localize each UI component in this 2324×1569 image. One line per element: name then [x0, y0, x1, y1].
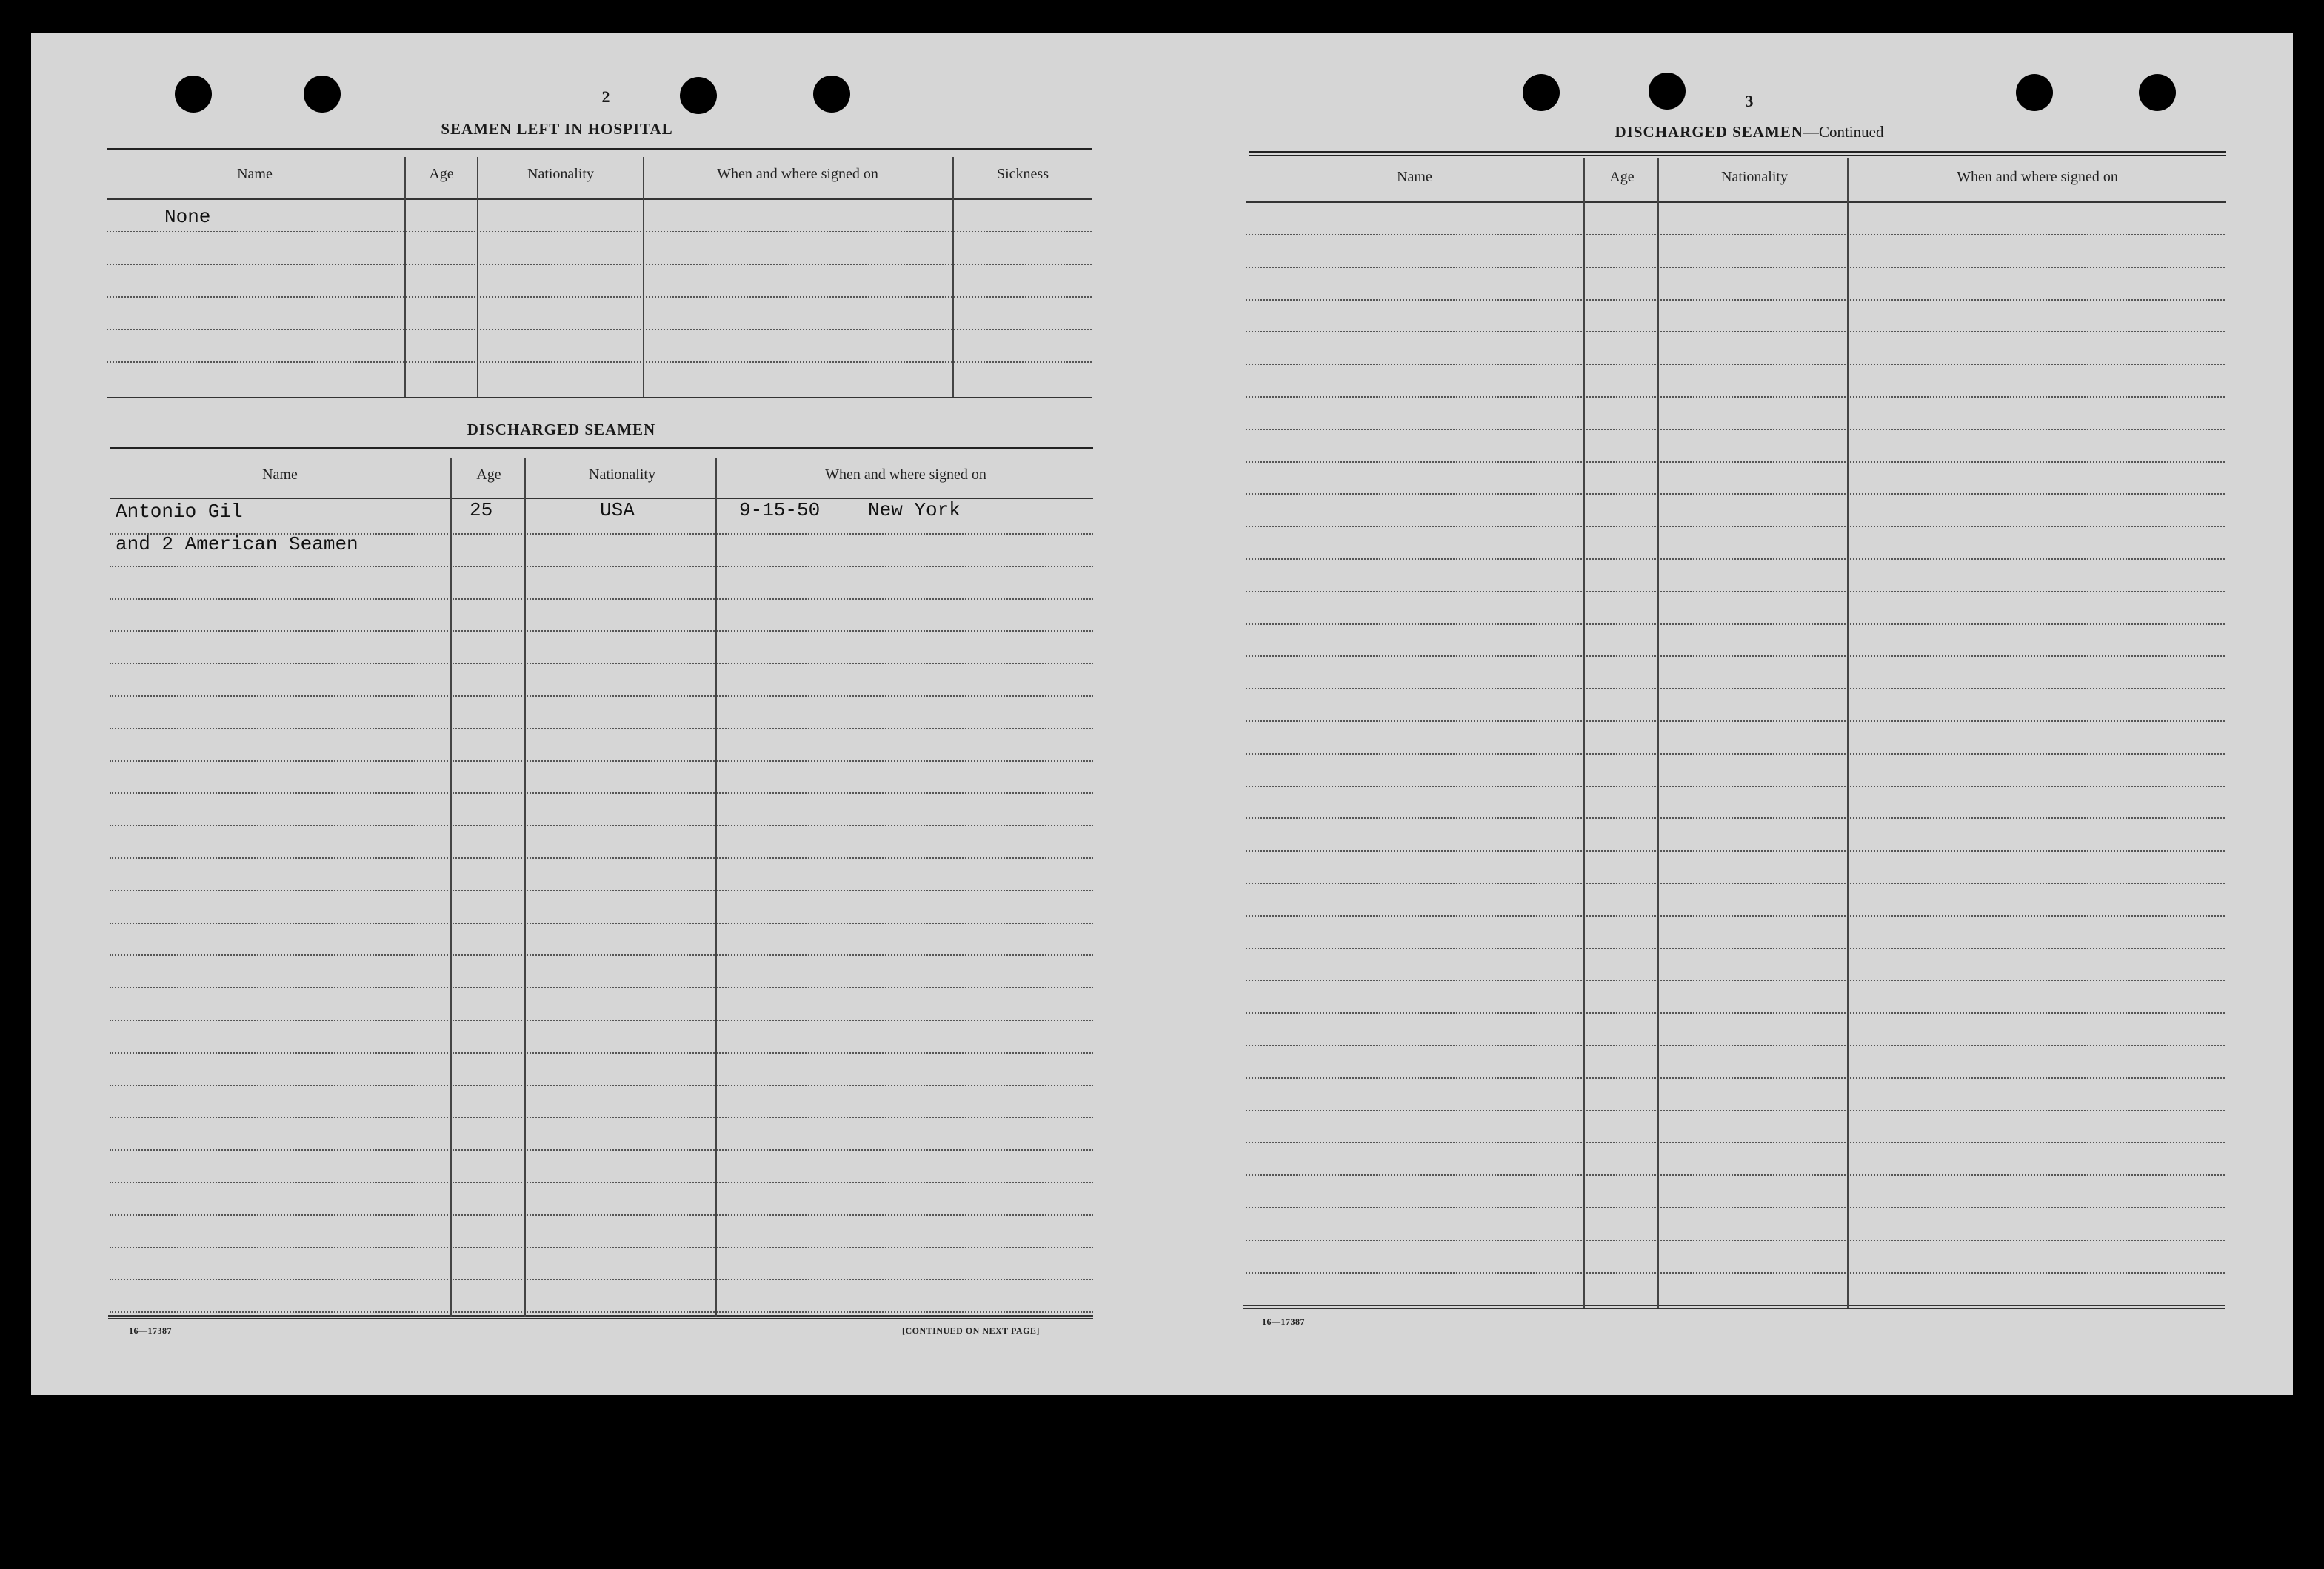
col-divider [952, 157, 954, 397]
row-rule [110, 1020, 1093, 1021]
row-rule [110, 1247, 1093, 1248]
row-rule [1246, 655, 2225, 657]
col-header-name: Name [262, 466, 298, 483]
col-header-nationality: Nationality [527, 166, 594, 182]
col-divider [450, 458, 452, 1317]
left-page [31, 33, 1157, 1395]
title-main: DISCHARGED SEAMEN [1615, 123, 1803, 141]
row-rule [1246, 234, 2225, 235]
col-header-age: Age [476, 466, 501, 483]
row-rule [110, 954, 1093, 956]
row-rule [110, 792, 1093, 794]
title-continued: —Continued [1803, 123, 1884, 141]
col-divider [643, 157, 644, 397]
row-rule [110, 1149, 1093, 1151]
row-rule [1246, 267, 2225, 268]
seaman-age: 25 [470, 499, 493, 521]
discharged-table-top-rule [110, 447, 1093, 452]
row-rule [110, 857, 1093, 859]
col-divider [524, 458, 526, 1317]
col-header-name: Name [237, 166, 273, 182]
row-rule [110, 663, 1093, 664]
col-header-nationality: Nationality [1721, 169, 1788, 185]
col-header-age: Age [1609, 169, 1635, 185]
hospital-table-top-rule [107, 148, 1092, 153]
row-rule [110, 1085, 1093, 1086]
col-header-nationality: Nationality [589, 466, 655, 483]
discharged-table-bottom-rule [108, 1318, 1093, 1319]
row-rule [110, 728, 1093, 729]
row-rule [1246, 396, 2225, 398]
row-rule [110, 1311, 1093, 1313]
row-rule [1246, 364, 2225, 365]
form-sheet [31, 33, 2293, 1395]
row-rule [110, 1214, 1093, 1216]
row-rule [107, 329, 1092, 330]
row-rule [1246, 591, 2225, 592]
row-rule [1246, 915, 2225, 917]
seaman-nationality: USA [600, 499, 635, 521]
hospital-entry-none: None [164, 206, 211, 228]
col-divider [477, 157, 478, 397]
header-rule [1246, 201, 2226, 203]
row-rule [1246, 980, 2225, 981]
row-rule [107, 264, 1092, 265]
row-rule [1246, 688, 2225, 689]
row-rule [1246, 1077, 2225, 1079]
row-rule [1246, 1240, 2225, 1241]
row-rule [1246, 299, 2225, 301]
row-rule [107, 231, 1092, 232]
row-rule [110, 598, 1093, 600]
table-bottom-rule [1243, 1305, 2225, 1306]
discharged-table-bottom-rule [108, 1315, 1093, 1317]
seaman-name: Antonio Gil [116, 501, 243, 523]
row-rule [110, 1182, 1093, 1183]
row-rule [1246, 786, 2225, 787]
row-rule [1246, 331, 2225, 332]
row-rule [1246, 1174, 2225, 1176]
row-rule [1246, 461, 2225, 463]
right-page [1157, 33, 2293, 1395]
col-header-signed-on: When and where signed on [825, 466, 986, 483]
col-divider [1657, 158, 1659, 1308]
row-rule [1246, 1207, 2225, 1208]
header-rule [107, 198, 1092, 200]
col-header-sickness: Sickness [997, 166, 1049, 182]
row-rule [1246, 817, 2225, 819]
row-rule [1246, 526, 2225, 527]
row-rule [1246, 883, 2225, 884]
row-rule [110, 760, 1093, 762]
row-rule [1246, 1012, 2225, 1014]
row-rule [110, 1117, 1093, 1118]
col-divider [404, 157, 406, 397]
row-rule [1246, 558, 2225, 560]
table-top-rule [1249, 151, 2226, 156]
table-bottom-rule [1243, 1308, 2225, 1309]
row-rule [1246, 753, 2225, 755]
row-rule [1246, 1272, 2225, 1274]
seaman-name-continued: and 2 American Seamen [116, 533, 358, 555]
row-rule [1246, 1045, 2225, 1046]
row-rule [110, 923, 1093, 924]
hospital-table-bottom-rule [107, 397, 1092, 398]
row-rule [1246, 429, 2225, 430]
col-divider [715, 458, 717, 1317]
row-rule [1246, 720, 2225, 722]
row-rule [110, 695, 1093, 697]
row-rule [1246, 493, 2225, 495]
discharged-title: DISCHARGED SEAMEN [467, 421, 656, 438]
row-rule [110, 630, 1093, 632]
row-rule [110, 987, 1093, 988]
col-header-signed-on: When and where signed on [1957, 169, 2118, 185]
row-rule [110, 1052, 1093, 1054]
row-rule [1246, 1142, 2225, 1143]
row-rule [1246, 1110, 2225, 1111]
seaman-signed-date: 9-15-50 [739, 499, 821, 521]
col-divider [1847, 158, 1849, 1308]
continued-note: [CONTINUED ON NEXT PAGE] [902, 1325, 1040, 1336]
row-rule [110, 825, 1093, 826]
form-number: 16—17387 [1262, 1317, 1305, 1327]
row-rule [107, 361, 1092, 363]
row-rule [1246, 850, 2225, 852]
row-rule [110, 890, 1093, 891]
discharged-continued-title [1527, 123, 1971, 141]
row-rule [1246, 948, 2225, 949]
row-rule [107, 296, 1092, 298]
page-number: 3 [1745, 92, 1754, 110]
hospital-title: SEAMEN LEFT IN HOSPITAL [441, 120, 673, 138]
row-rule [110, 1279, 1093, 1280]
col-header-age: Age [429, 166, 454, 182]
row-rule [110, 566, 1093, 567]
seaman-signed-place: New York [868, 499, 961, 521]
col-header-name: Name [1397, 169, 1432, 185]
form-number: 16—17387 [129, 1325, 172, 1336]
col-divider [1583, 158, 1585, 1308]
col-header-signed-on: When and where signed on [717, 166, 878, 182]
row-rule [1246, 623, 2225, 625]
page-number: 2 [601, 87, 610, 106]
